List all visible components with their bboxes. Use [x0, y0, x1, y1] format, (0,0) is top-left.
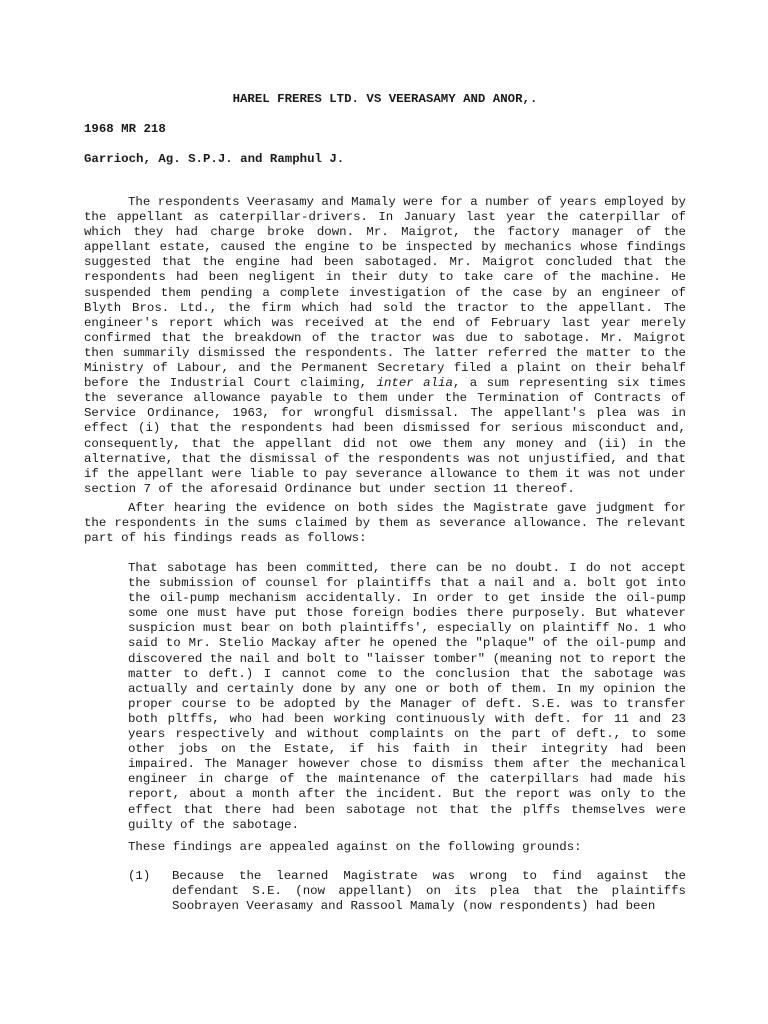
- paragraph-facts-italic: inter alia: [376, 376, 453, 391]
- ground-item: [128, 869, 686, 914]
- case-citation: 1968 MR 218: [84, 122, 166, 136]
- judges-line: Garrioch, Ag. S.P.J. and Ramphul J.: [84, 152, 345, 166]
- grounds-intro: These findings are appealed against on the following grounds:: [128, 840, 582, 854]
- paragraph-judgment: After hearing the evidence on both sides the Magistrate gave judgment for the respondents in the sums claimed by them as severance allowance. The relevant part of his findings reads as follows:: [84, 501, 686, 546]
- case-title: HAREL FRERES LTD. VS VEERASAMY AND ANOR,.: [232, 92, 538, 106]
- paragraph-facts-text-a: The respondents Veerasamy and Mamaly were for a number of years employed by the appellant as caterpillar-drivers. In January last year the caterpillar of which they had charge broke down. Mr. Maigrot, the factory manager of the appellant estate, caused the engine to be inspected by mechanics whose findings suggested that the engine had been sabotaged. Mr. Maigrot concluded that the respondents had been negligent in their duty to take care of the machine. He suspended them pending a complete investigation of the case by an engineer of Blyth Bros. Ltd., the firm which had sold the tractor to the appellant. The engineer's report which was received at the end of February last year merely confirmed that the breakdown of the tractor was due to sabotage. Mr. Maigrot then summarily dismissed the respondents. The latter referred the matter to the Ministry of Labour, and the Permanent Secretary filed a plaint on their behalf before the Industrial Court claiming,: [84, 195, 686, 391]
- paragraph-facts-text-b: , a sum representing six times the severance allowance payable to them under the Termination of Contracts of Service Ordinance, 1963, for wrongful dismissal. The appellant's plea was in effect (i) that the respondents had been dismissed for serious misconduct and, consequently, that the appellant did not owe them any money and (ii) in the alternative, that the dismissal of the respondents was not unjustified, and that if the appellant were liable to pay severance allowance to them it was not under section 7 of the aforesaid Ordinance but under section 11 thereof.: [84, 376, 686, 496]
- ground-number: (1): [128, 869, 151, 883]
- ground-text: Because the learned Magistrate was wrong to find against the defendant S.E. (now appellant) on its plea that the plaintiffs Soobrayen Veerasamy and Rassool Mamaly (now respondents) had been: [172, 869, 686, 914]
- quoted-findings: That sabotage has been committed, there can be no doubt. I do not accept the submission of counsel for plaintiffs that a nail and a. bolt got into the oil-pump mechanism accidentally. In order to get inside the oil-pump some one must have put those foreign bodies there purposely. But whatever suspicion must bear on both plaintiffs', especially on plaintiff No. 1 who said to Mr. Stelio Mackay after he opened the "plaque" of the oil-pump and discovered the nail and bolt to "laisser tomber" (meaning not to report the matter to deft.) I cannot come to the conclusion that the sabotage was actually and certainly done by any one or both of them. In my opinion the proper course to be adopted by the Manager of deft. S.E. was to transfer both pltffs, who had been working continuously with deft. for 11 and 23 years respectively and without complaints on the part of deft., to some other jobs on the Estate, if his faith in their integrity had been impaired. The Manager however chose to dismiss them after the mechanical engineer in charge of the maintenance of the caterpillars had made his report, about a month after the incident. But the report was only to the effect that there had been sabotage not that the plffs themselves were guilty of the sabotage.: [128, 561, 686, 832]
- paragraph-facts: [84, 195, 686, 497]
